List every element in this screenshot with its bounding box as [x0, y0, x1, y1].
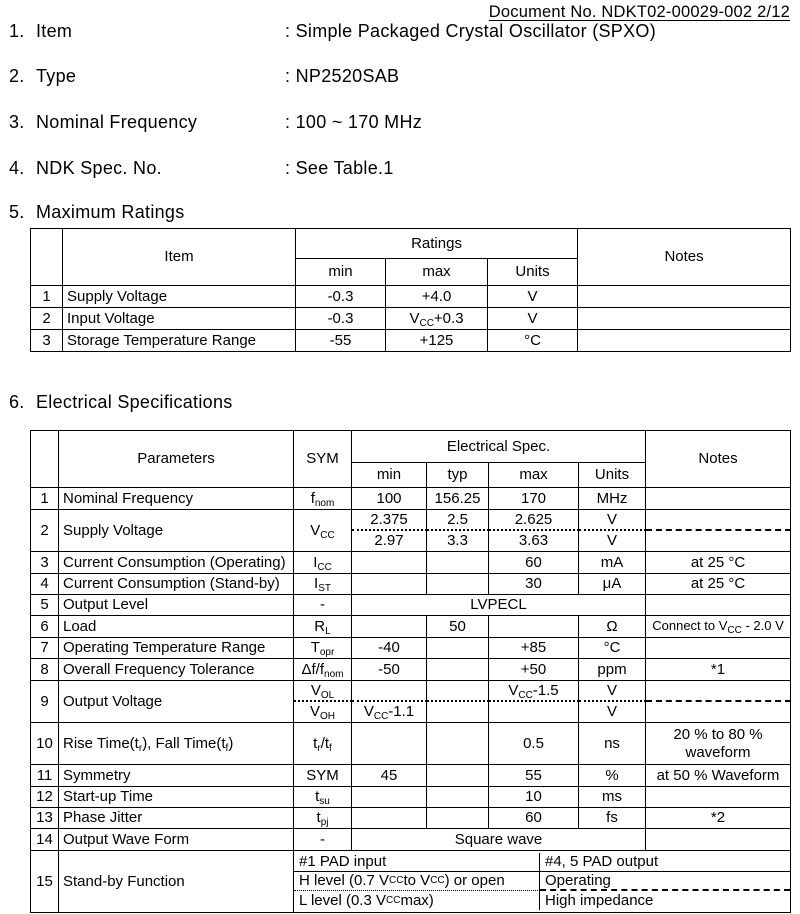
section-label: Maximum Ratings [36, 202, 185, 222]
header-cell-typ: typ [427, 463, 489, 488]
cell-param: Overall Frequency Tolerance [59, 659, 294, 681]
cell-notes [646, 829, 791, 851]
cell-units: V [579, 510, 646, 531]
cell-sym: $I_{ST}$ [294, 574, 352, 595]
cell-typ [427, 681, 489, 702]
cell-param: Rise $Time(t_r)$, Fall $Time(t_f)$ [59, 723, 294, 765]
header-cell-sym: SYM [294, 431, 352, 488]
table-row [31, 552, 791, 574]
cell-typ: 2.5 [427, 510, 489, 531]
cell-no: 2 [31, 510, 59, 552]
header-cell-units: Units [488, 259, 578, 286]
item-value: : NP2520SAB [285, 66, 400, 86]
cell-item: Supply Voltage [63, 286, 296, 308]
header-cell-max: max [489, 463, 579, 488]
cell-typ: 156.25 [427, 488, 489, 510]
table-row [31, 286, 791, 308]
item-value: : 100 ~ 170 MHz [285, 112, 423, 132]
table-row [31, 829, 791, 851]
table-row [31, 787, 791, 808]
cell-max: 55 [489, 765, 579, 787]
cell-min [352, 723, 427, 765]
header-cell-min: min [296, 259, 386, 286]
cell-notes [578, 330, 791, 352]
cell-units: ppm [579, 659, 646, 681]
cell-value-span: Square wave [352, 829, 646, 851]
item-value: : Simple Packaged Crystal Oscillator (SPXO) [285, 21, 657, 41]
cell-no: 11 [31, 765, 59, 787]
cell-no: 14 [31, 829, 59, 851]
cell-param: Output Level [59, 595, 294, 616]
cell-units: V [488, 308, 578, 330]
table-row [31, 330, 791, 352]
cell-pad-output-header: #4, 5 PAD output [540, 853, 790, 872]
cell-min: 45 [352, 765, 427, 787]
cell-min [352, 552, 427, 574]
cell-typ [427, 659, 489, 681]
cell-max: 10 [489, 787, 579, 808]
table-row [31, 723, 791, 765]
cell-sym: $V_{OH}$ [294, 702, 352, 723]
cell-notes: at 25 °C [646, 574, 791, 595]
cell-min: 2.97 [352, 531, 427, 552]
cell-notes [646, 787, 791, 808]
cell-no: 8 [31, 659, 59, 681]
cell-no: 1 [31, 488, 59, 510]
header-cell-units: Units [579, 463, 646, 488]
cell-units: fs [579, 808, 646, 829]
cell-max: 60 [489, 808, 579, 829]
table-row [31, 808, 791, 829]
cell-sym: SYM [294, 765, 352, 787]
header-cell-electrical-spec: Electrical Spec. [352, 431, 646, 463]
cell-min [352, 681, 427, 702]
cell-param: Load [59, 616, 294, 638]
cell-h-level: H level (0.7 V CC to V CC ) or open [294, 872, 540, 891]
cell-min: -50 [352, 659, 427, 681]
cell-min [352, 616, 427, 638]
cell-notes [646, 638, 791, 659]
cell-param: Output Wave Form [59, 829, 294, 851]
cell-no: 7 [31, 638, 59, 659]
cell-no: 13 [31, 808, 59, 829]
cell-no: 3 [31, 330, 63, 352]
cell-units: V [579, 702, 646, 723]
table-row [31, 595, 791, 616]
cell-param: Output Voltage [59, 681, 294, 723]
cell-max: +4.0 [386, 286, 488, 308]
cell-notes [646, 702, 791, 723]
item-number: 1. [9, 21, 25, 41]
table-row [31, 765, 791, 787]
item-number: 3. [9, 112, 25, 132]
cell-corner [31, 431, 59, 488]
cell-units: MHz [579, 488, 646, 510]
cell-notes: 20 % to 80 % waveform [646, 723, 791, 765]
cell-max: 0.5 [489, 723, 579, 765]
cell-min [352, 787, 427, 808]
item-label: Type [36, 66, 77, 86]
cell-sym: $t_{pj}$ [294, 808, 352, 829]
standby-function-subtable [294, 851, 791, 913]
cell-typ [427, 552, 489, 574]
cell-max: $V_{CC}+0.3$ [386, 308, 488, 330]
cell-sym: $t_{su}$ [294, 787, 352, 808]
cell-no: 15 [31, 851, 59, 913]
cell-no: 5 [31, 595, 59, 616]
cell-typ: 50 [427, 616, 489, 638]
cell-min: -40 [352, 638, 427, 659]
cell-l-state: High impedance [545, 892, 654, 910]
cell-typ [427, 787, 489, 808]
cell-no: 4 [31, 574, 59, 595]
cell-param: Symmetry [59, 765, 294, 787]
cell-param: Phase Jitter [59, 808, 294, 829]
cell-min: 2.375 [352, 510, 427, 531]
table-row [31, 308, 791, 330]
electrical-spec-table [30, 430, 791, 913]
cell-max: +125 [386, 330, 488, 352]
table-row [31, 638, 791, 659]
cell-min: -0.3 [296, 308, 386, 330]
cell-min: $V_{CC}-1.1$ [352, 702, 427, 723]
cell-typ [427, 723, 489, 765]
max-ratings-table [30, 228, 791, 352]
cell-no: 3 [31, 552, 59, 574]
cell-notes: at 50 % Waveform [646, 765, 791, 787]
cell-notes: Connect to $V_{CC} - 2.0$ V [646, 616, 791, 638]
table-row [31, 616, 791, 638]
cell-typ [427, 702, 489, 723]
cell-typ [427, 765, 489, 787]
cell-units: μA [579, 574, 646, 595]
cell-param: Current Consumption (Stand-by) [59, 574, 294, 595]
section-number: 5. [9, 202, 25, 222]
item-label: Item [36, 21, 73, 41]
cell-notes: *1 [646, 659, 791, 681]
item-label: NDK Spec. No. [36, 158, 162, 178]
item-value: : See Table.1 [285, 158, 394, 178]
cell-notes [646, 488, 791, 510]
cell-units: V [579, 681, 646, 702]
cell-units: V [579, 531, 646, 552]
cell-notes [646, 531, 791, 552]
cell-item: Input Voltage [63, 308, 296, 330]
cell-h-state: Operating [540, 872, 790, 891]
cell-param: Start-up Time [59, 787, 294, 808]
cell-typ [427, 574, 489, 595]
cell-sym: $R_L$ [294, 616, 352, 638]
cell-min: -0.3 [296, 286, 386, 308]
cell-notes [646, 510, 791, 531]
cell-typ [427, 808, 489, 829]
header-cell-notes: Notes [646, 431, 791, 488]
cell-max: +85 [489, 638, 579, 659]
item-number: 2. [9, 66, 25, 86]
cell-min: -55 [296, 330, 386, 352]
cell-item: Storage Temperature Range [63, 330, 296, 352]
section-label: Electrical Specifications [36, 392, 233, 412]
table-row [31, 488, 791, 510]
cell-units: °C [579, 638, 646, 659]
cell-units: V [488, 286, 578, 308]
cell-notes: at 25 °C [646, 552, 791, 574]
cell-no: 12 [31, 787, 59, 808]
cell-units: mA [579, 552, 646, 574]
cell-units: ns [579, 723, 646, 765]
cell-corner [31, 229, 63, 286]
cell-typ [427, 638, 489, 659]
item-label: Nominal Frequency [36, 112, 198, 132]
cell-sym: $I_{CC}$ [294, 552, 352, 574]
cell-notes [646, 681, 791, 702]
cell-no: 10 [31, 723, 59, 765]
cell-max: 30 [489, 574, 579, 595]
cell-value-span: LVPECL [352, 595, 646, 616]
cell-units: Ω [579, 616, 646, 638]
cell-sym: $V_{OL}$ [294, 681, 352, 702]
header-cell-notes: Notes [578, 229, 791, 286]
document-number: Document No. NDKT02-00029-002 2/12 [488, 3, 790, 21]
cell-param: Nominal Frequency [59, 488, 294, 510]
table-row [31, 659, 791, 681]
cell-sym: $t_r/t_f$ [294, 723, 352, 765]
cell-units: °C [488, 330, 578, 352]
cell-sym: $\Delta f/f_{nom}$ [294, 659, 352, 681]
cell-notes [646, 595, 791, 616]
cell-param: Current Consumption (Operating) [59, 552, 294, 574]
cell-pad-input-header: #1 PAD input [294, 853, 540, 872]
cell-sym: $f_{nom}$ [294, 488, 352, 510]
table-row [31, 851, 791, 913]
cell-units: ms [579, 787, 646, 808]
cell-sym: - [294, 829, 352, 851]
table-row [31, 681, 791, 702]
cell-no: 1 [31, 286, 63, 308]
cell-notes: *2 [646, 808, 791, 829]
cell-max [489, 702, 579, 723]
cell-min [352, 808, 427, 829]
header-cell-parameters: Parameters [59, 431, 294, 488]
header-cell-min: min [352, 463, 427, 488]
cell-no: 6 [31, 616, 59, 638]
cell-param: Operating Temperature Range [59, 638, 294, 659]
cell-max: +50 [489, 659, 579, 681]
cell-typ: 3.3 [427, 531, 489, 552]
cell-l-level: L level (0.3 V CC max) [294, 891, 540, 910]
table-row [31, 574, 791, 595]
cell-min: 100 [352, 488, 427, 510]
header-cell-max: max [386, 259, 488, 286]
table-row [31, 510, 791, 531]
cell-no: 2 [31, 308, 63, 330]
cell-max: 2.625 [489, 510, 579, 531]
cell-max [489, 616, 579, 638]
cell-sym: - [294, 595, 352, 616]
header-cell-ratings: Ratings [296, 229, 578, 259]
cell-notes [578, 308, 791, 330]
cell-sym: $T_{opr}$ [294, 638, 352, 659]
cell-no: 9 [31, 681, 59, 723]
cell-units: % [579, 765, 646, 787]
cell-max: 60 [489, 552, 579, 574]
cell-max: 3.63 [489, 531, 579, 552]
cell-param: Stand-by Function [59, 851, 294, 913]
header-cell-item: Item [63, 229, 296, 286]
cell-max: 170 [489, 488, 579, 510]
cell-param: Supply Voltage [59, 510, 294, 552]
item-number: 4. [9, 158, 25, 178]
cell-sym: $V_{CC}$ [294, 510, 352, 552]
section-number: 6. [9, 392, 25, 412]
cell-min [352, 574, 427, 595]
cell-max: $V_{CC}-1.5$ [489, 681, 579, 702]
cell-notes [578, 286, 791, 308]
